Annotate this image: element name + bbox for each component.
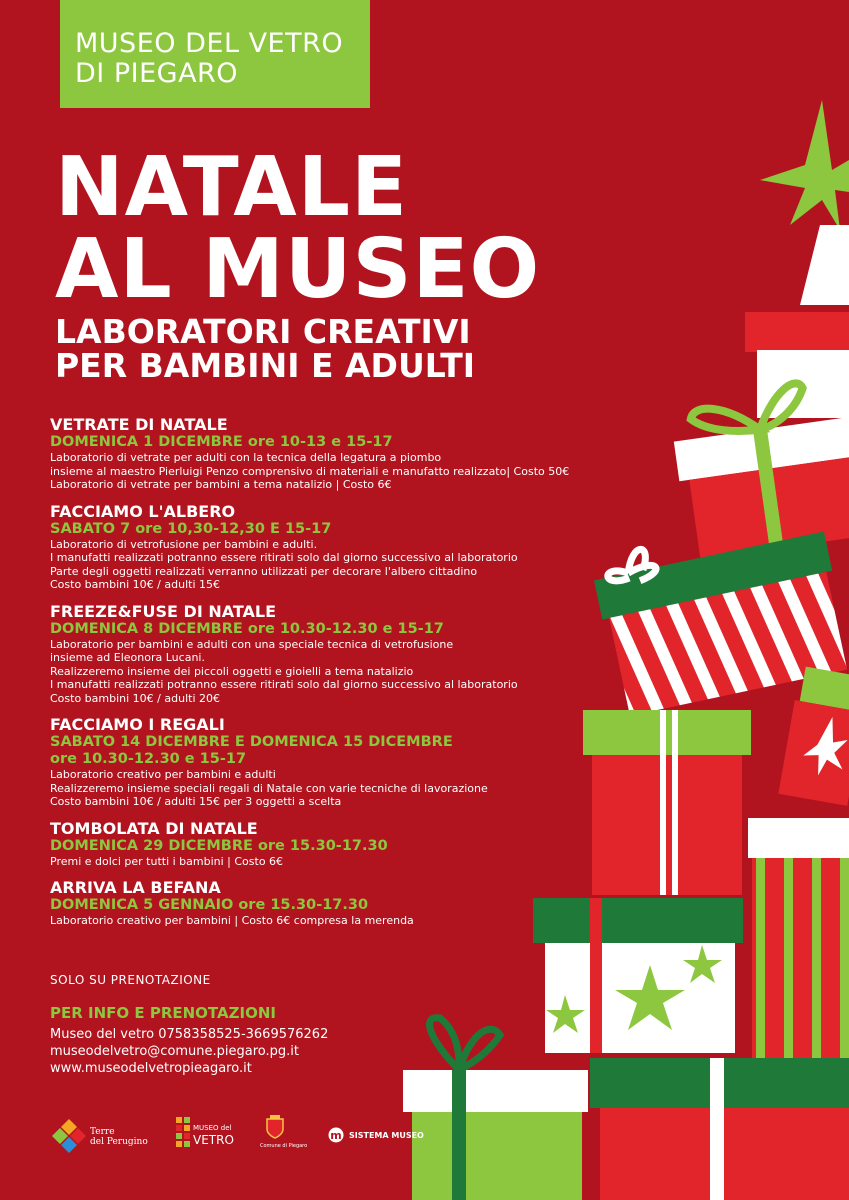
- museum-name-line2: DI PIEGARO: [75, 58, 239, 89]
- museum-name-line1: MUSEO DEL VETRO: [75, 28, 344, 59]
- gift-box-bottom-left: [403, 1070, 588, 1112]
- event-description: Realizzeremo insieme dei piccoli oggetti e gioielli a tema natalizio: [50, 664, 414, 678]
- logo-text: MUSEO del: [193, 1124, 232, 1132]
- event-description: insieme ad Eleonora Lucani.: [50, 651, 205, 664]
- event-description: Costo bambini 10€ / adulti 20€: [50, 691, 220, 705]
- event-description: Laboratorio creativo per bambini e adulti: [50, 768, 276, 781]
- logo-text: Terre: [90, 1127, 115, 1137]
- glass-grid-icon: [176, 1117, 190, 1153]
- event-item: [50, 502, 610, 592]
- event-item: [50, 715, 610, 809]
- event-title: ARRIVA LA BEFANA: [50, 878, 221, 897]
- event-item: [50, 878, 610, 928]
- sponsor-logos: [52, 1115, 452, 1155]
- svg-text:m: m: [330, 1129, 342, 1142]
- museum-name-box: [60, 0, 370, 108]
- event-date: SABATO 7 ore 10,30-12,30 E 15-17: [50, 520, 332, 537]
- event-description: Realizzeremo insieme speciali regali di Natale con varie tecniche di lavorazione: [50, 781, 488, 795]
- sistema-museo-logo: [328, 1115, 438, 1155]
- event-date: DOMENICA 1 DICEMBRE ore 10-13 e 15-17: [50, 434, 393, 450]
- diamond-mosaic-icon: [52, 1119, 86, 1153]
- event-description: Laboratorio per bambini e adulti con una speciale tecnica di vetrofusione: [50, 637, 454, 651]
- coat-of-arms-icon: [265, 1115, 285, 1139]
- contact-phone: Museo del vetro 0758358525-3669576262: [50, 1027, 329, 1042]
- main-title-line2: AL MUSEO: [55, 222, 541, 317]
- event-description: Laboratorio di vetrate per bambini a tema natalizio | Costo 6€: [50, 478, 392, 491]
- gift-box-right-tall: [748, 818, 849, 858]
- event-title: TOMBOLATA DI NATALE: [50, 818, 258, 838]
- logo-text: SISTEMA MUSEO: [349, 1131, 424, 1140]
- event-description: Laboratorio di vetrofusione per bambini e adulti.: [50, 537, 318, 551]
- event-description: Parte degli oggetti realizzati verranno utilizzati per decorare l'albero cittadino: [50, 564, 478, 578]
- subtitle-line2: PER BAMBINI E ADULTI: [55, 346, 476, 385]
- logo-text: Comune di Piegaro: [260, 1143, 308, 1149]
- sistema-museo-icon: [328, 1127, 344, 1143]
- terre-del-perugino-logo: [52, 1115, 162, 1155]
- event-item: [50, 415, 610, 492]
- event-date: SABATO 14 DICEMBRE E DOMENICA 15 DICEMBRE: [50, 734, 453, 750]
- event-description: Costo bambini 10€ / adulti 15€: [50, 578, 220, 591]
- comune-di-piegaro-logo: [260, 1115, 310, 1155]
- logo-text: VETRO: [193, 1133, 234, 1147]
- event-date: DOMENICA 29 DICEMBRE ore 15.30-17.30: [50, 837, 388, 854]
- event-description: Laboratorio di vetrate per adulti con la tecnica della legatura a piombo: [50, 451, 442, 464]
- events-list: [50, 415, 610, 938]
- booking-note: SOLO SU PRENOTAZIONE: [50, 973, 211, 987]
- event-description: I manufatti realizzati potranno essere ritirati solo dal giorno successivo al laboratorio: [50, 551, 518, 564]
- subtitle-line1: LABORATORI CREATIVI: [55, 312, 471, 351]
- event-date: DOMENICA 5 GENNAIO ore 15.30-17.30: [50, 897, 369, 913]
- event-description: I manufatti realizzati potranno essere ritirati solo dal giorno successivo al laboratorio: [50, 678, 518, 691]
- event-title: VETRATE DI NATALE: [50, 415, 228, 434]
- event-date-time: ore 10.30-12.30 e 15-17: [50, 751, 247, 767]
- event-item: [50, 602, 610, 706]
- event-title: FACCIAMO I REGALI: [50, 715, 225, 734]
- event-item: [50, 819, 610, 869]
- event-description: insieme al maestro Pierluigi Penzo comprensivo di materiali e manufatto realizzato| Costo 50€: [50, 464, 570, 478]
- contact-email: museodelvetro@comune.piegaro.pg.it: [50, 1044, 300, 1059]
- gift-box-top: [745, 312, 849, 352]
- event-description: Premi e dolci per tutti i bambini | Costo 6€: [50, 854, 284, 868]
- event-date: DOMENICA 8 DICEMBRE ore 10.30-12.30 e 15-17: [50, 620, 444, 637]
- main-title-line1: NATALE: [55, 140, 409, 235]
- event-title: FACCIAMO L'ALBERO: [50, 501, 236, 521]
- logo-text: del Perugino: [90, 1137, 148, 1147]
- event-description: Costo bambini 10€ / adulti 15€ per 3 oggetti a scelta: [50, 795, 342, 808]
- tree-top-triangle: [800, 225, 849, 305]
- museo-del-vetro-logo: [176, 1115, 246, 1155]
- gift-box-side: [778, 666, 849, 807]
- star-icon: [760, 100, 849, 230]
- event-title: FREEZE&FUSE DI NATALE: [50, 601, 277, 621]
- event-description: Laboratorio creativo per bambini | Costo 6€ compresa la merenda: [50, 914, 414, 927]
- info-title: PER INFO E PRENOTAZIONI: [50, 1004, 276, 1022]
- contact-website: www.museodelvetropieagaro.it: [50, 1061, 252, 1076]
